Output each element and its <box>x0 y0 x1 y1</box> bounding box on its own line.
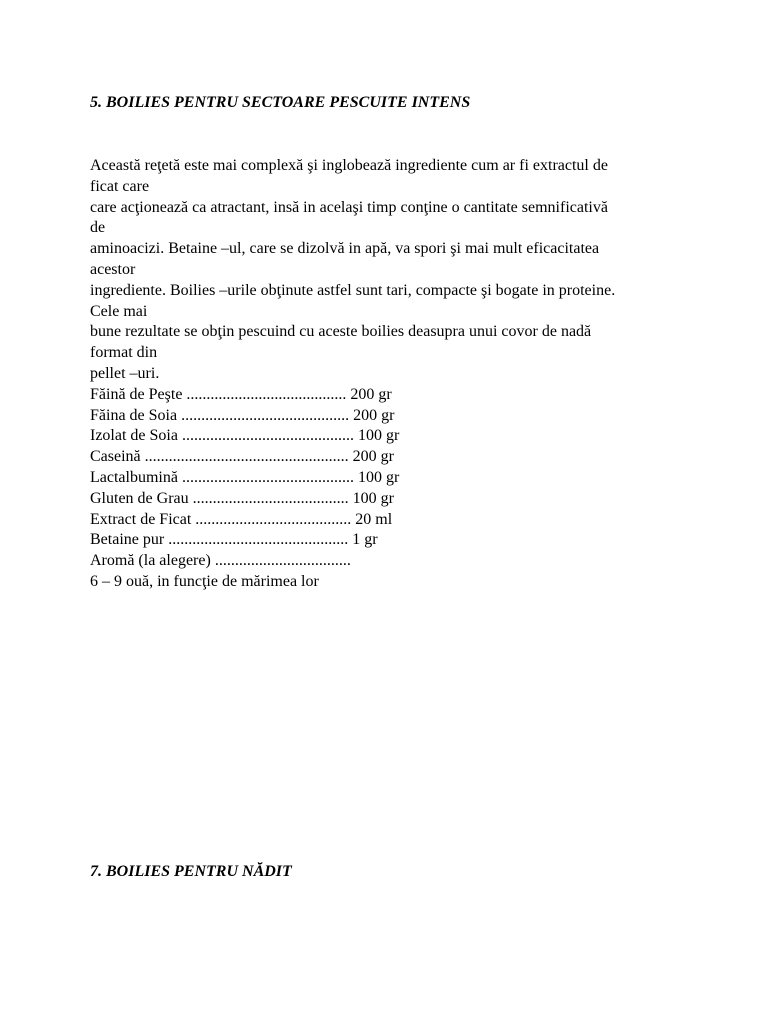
paragraph-line: pellet –uri. <box>90 364 160 382</box>
ingredient-line: Extract de Ficat ....................................... 20 ml <box>90 510 393 528</box>
paragraph-line: de <box>90 219 106 237</box>
paragraph-line: format din <box>90 344 158 362</box>
ingredient-line: Izolat de Soia ........................................... 100 gr <box>90 427 400 445</box>
ingredient-line: Betaine pur ............................................. 1 gr <box>90 531 378 549</box>
paragraph-line: acestor <box>90 260 136 278</box>
paragraph-line: ingrediente. Boilies –urile obţinute astfel sunt tari, compacte şi bogate in proteine. <box>90 281 616 299</box>
ingredient-line: Făina de Soia .......................................... 200 gr <box>90 406 395 424</box>
recipe-body <box>90 156 690 593</box>
paragraph-line: aminoacizi. Betaine –ul, care se dizolvă in apă, va spori şi mai mult eficacitatea <box>90 240 600 258</box>
paragraph-line: bune rezultate se obţin pescuind cu aceste boilies deasupra unui covor de nadă <box>90 323 592 341</box>
paragraph-line: care acţionează ca atractant, insă in acelaşi timp conţine o cantitate semnificativă <box>90 198 608 216</box>
ingredient-line: Aromă (la alegere) .................................. <box>90 552 351 570</box>
ingredient-line: Gluten de Grau ....................................... 100 gr <box>90 489 394 507</box>
ingredient-line: Caseină ................................................... 200 gr <box>90 448 394 466</box>
section-heading-7: 7. BOILIES PENTRU NĂDIT <box>90 863 292 880</box>
ingredient-line: Lactalbumină ........................................... 100 gr <box>90 468 400 486</box>
ingredient-line: Făină de Peşte ........................................ 200 gr <box>90 385 392 403</box>
paragraph-line: ficat care <box>90 177 150 195</box>
ingredient-line: 6 – 9 ouă, in funcţie de mărimea lor <box>90 572 319 590</box>
paragraph-line: Cele mai <box>90 302 148 320</box>
section-heading-5: 5. BOILIES PENTRU SECTOARE PESCUITE INTENS <box>90 94 471 111</box>
paragraph-line: Această reţetă este mai complexă şi inglobează ingrediente cum ar fi extractul de <box>90 157 608 174</box>
